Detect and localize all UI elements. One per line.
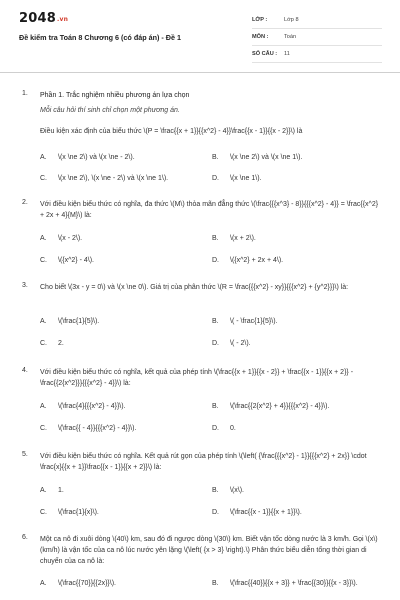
option-b[interactable] [212, 487, 244, 494]
option-text: \(\frac{{70}}{{2x}}\). [58, 580, 116, 587]
option-letter: A. [40, 318, 47, 325]
meta-label: MÔN : [252, 34, 269, 40]
option-letter: B. [212, 487, 219, 494]
option-c[interactable] [40, 425, 136, 432]
option-b[interactable] [212, 403, 329, 410]
option-c[interactable] [40, 175, 168, 182]
option-a[interactable] [40, 154, 135, 161]
question-number: 3. [22, 282, 28, 289]
document-meta [252, 12, 382, 63]
option-text: \(x + 2\). [230, 235, 256, 242]
meta-label: LỚP : [252, 17, 268, 23]
question-text: Điều kiện xác định của biểu thức \(P = \frac{{x + 1}}{{x^2} - 4}}\frac{{x - 1}}{{x - 2}}\) là [40, 128, 303, 135]
question-text: Một ca nô đi xuôi dòng \(40\) km, sau đó đi ngược dòng \(30\) km. Biết vận tốc dòng nước là 3 km/h. Gọi \(x\) (km/h) là vận tốc của ca nô lúc nước yên lặng \(\left( {x > 3} \right).\) Phân thức biểu diễn tổng thời gian di chuyển của ca nô là: [40, 536, 378, 565]
option-text: \(\frac{{ - 4}}{{{x^2} - 4}}\). [58, 425, 137, 432]
option-a[interactable] [40, 580, 116, 587]
option-c[interactable] [40, 509, 99, 516]
option-letter: B. [212, 154, 219, 161]
option-d[interactable] [212, 340, 251, 347]
question-number: 4. [22, 367, 28, 374]
option-a[interactable] [40, 487, 64, 494]
option-b[interactable] [212, 318, 277, 325]
meta-row-count [252, 46, 382, 63]
meta-value: Toán [284, 34, 297, 40]
option-letter: A. [40, 487, 47, 494]
option-letter: D. [212, 425, 219, 432]
question-text: Cho biết \(3x - y = 0\) và \(x \ne 0\). Giá trị của phân thức \(R = \frac{{{x^2} - xy}}{{{x^2} + {y^2}}}\) là: [40, 284, 349, 291]
option-b[interactable] [212, 580, 358, 587]
meta-row-class [252, 12, 382, 29]
question-number: 6. [22, 534, 28, 541]
option-letter: C. [40, 340, 47, 347]
logo-tld: .vn [56, 16, 69, 23]
logo-text: 2048 [19, 11, 56, 26]
option-letter: A. [40, 403, 47, 410]
meta-value: Lớp 8 [284, 17, 299, 23]
header-divider [0, 72, 400, 73]
option-text: \( - 2\). [230, 340, 251, 347]
option-text: \({x^2} + 2x + 4\). [230, 257, 284, 264]
option-text: \(x \ne 2\) và \(x \ne - 2\). [58, 154, 135, 161]
option-b[interactable] [212, 235, 256, 242]
question-number: 2. [22, 199, 28, 206]
option-text: \( - \frac{1}{5}\). [230, 318, 278, 325]
option-text: \(x \ne 2\) và \(x \ne 1\). [230, 154, 303, 161]
option-a[interactable] [40, 318, 99, 325]
option-text: \(\frac{{40}}{{x + 3}} + \frac{{30}}{{x - 3}}\). [230, 580, 358, 587]
option-text: \(\frac{{2{x^2} + 4}}{{{x^2} - 4}}\). [230, 403, 330, 410]
option-text: 1. [58, 487, 64, 494]
option-letter: D. [212, 340, 219, 347]
question-text: Với điều kiện biểu thức có nghĩa, đa thức \(M\) thỏa mãn đẳng thức \(\frac{{{x^3} - 8}}{{{x^2} - 4}} = \frac{{x^2} + 2x + 4}{M}\) là: [40, 201, 379, 219]
option-d[interactable] [212, 257, 283, 264]
option-letter: C. [40, 509, 47, 516]
document-title: Đề kiểm tra Toán 8 Chương 6 (có đáp án) - Đề 1 [19, 33, 181, 42]
section-heading: Phần 1. Trắc nghiệm nhiều phương án lựa chọn [40, 92, 190, 99]
option-letter: D. [212, 257, 219, 264]
option-letter: A. [40, 235, 47, 242]
option-a[interactable] [40, 403, 126, 410]
option-text: \(x\). [230, 487, 244, 494]
site-logo[interactable] [19, 11, 68, 26]
option-letter: A. [40, 580, 47, 587]
option-text: \(\frac{1}{5}\). [58, 318, 100, 325]
question-number: 5. [22, 451, 28, 458]
question-instruction: Mỗi câu hỏi thí sinh chỉ chọn một phương án. [40, 107, 180, 114]
option-b[interactable] [212, 154, 302, 161]
option-letter: B. [212, 403, 219, 410]
document-header [0, 0, 400, 68]
option-c[interactable] [40, 340, 64, 347]
option-text: 0. [230, 425, 236, 432]
option-letter: D. [212, 175, 219, 182]
option-letter: C. [40, 425, 47, 432]
option-letter: A. [40, 154, 47, 161]
option-letter: B. [212, 580, 219, 587]
question-number: 1. [22, 90, 28, 97]
meta-label: SỐ CÂU : [252, 51, 278, 57]
meta-value: 11 [284, 51, 290, 57]
option-text: \({x^2} - 4\). [58, 257, 94, 264]
option-letter: C. [40, 175, 47, 182]
option-d[interactable] [212, 509, 302, 516]
question-text: Với điều kiện biểu thức có nghĩa. Kết quả rút gọn của phép tính \(\left( {\frac{{{x^2} - 1}}{{{x^2} + 2x}} \cdot \frac{x}{{x + 1}}\frac{{x - 1}}{{x + 2}}\) là: [40, 453, 367, 471]
option-d[interactable] [212, 425, 236, 432]
option-d[interactable] [212, 175, 262, 182]
question-text: Với điều kiện biểu thức có nghĩa, kết quả của phép tính \(\frac{{x + 1}}{{x - 2}} + \frac{{x - 1}}{{x + 2}} - \frac{{2{x^2}}}{{{x^2} - 4}}\) là: [40, 369, 354, 387]
option-text: \(\frac{1}{x}\). [58, 509, 99, 516]
option-text: \(x \ne 2\), \(x \ne - 2\) và \(x \ne 1\). [58, 175, 169, 182]
meta-row-subject [252, 29, 382, 46]
option-text: \(x \ne 1\). [230, 175, 262, 182]
option-text: \(x - 2\). [58, 235, 83, 242]
option-text: \(\frac{{x - 1}}{{x + 1}}\). [230, 509, 302, 516]
option-letter: B. [212, 235, 219, 242]
option-letter: D. [212, 509, 219, 516]
option-letter: C. [40, 257, 47, 264]
option-a[interactable] [40, 235, 82, 242]
option-letter: B. [212, 318, 219, 325]
option-text: 2. [58, 340, 64, 347]
option-text: \(\frac{4}{{{x^2} - 4}}\). [58, 403, 126, 410]
option-c[interactable] [40, 257, 94, 264]
